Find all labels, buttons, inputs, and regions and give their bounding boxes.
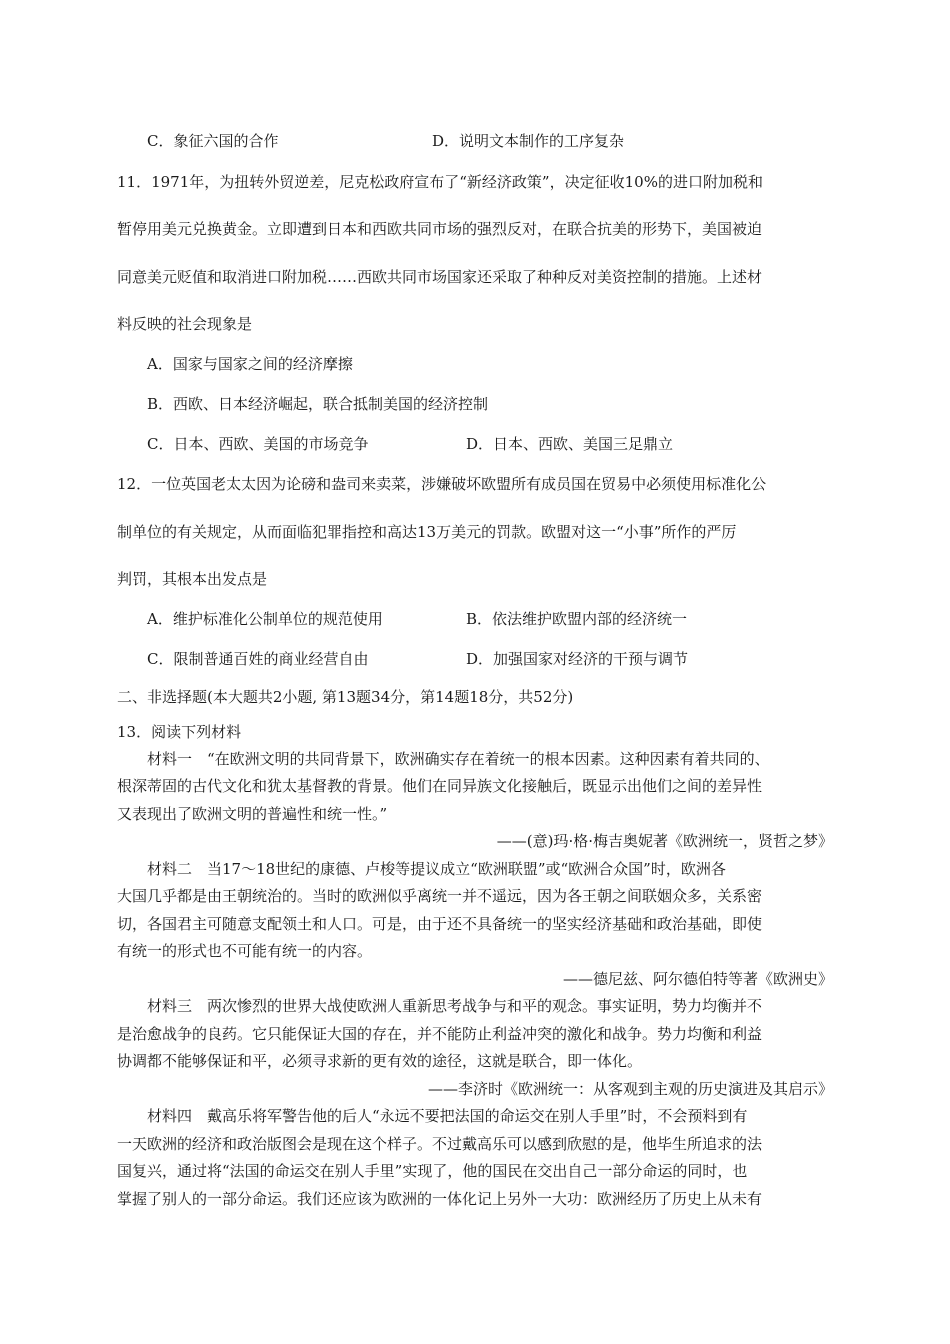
q13-material-3-line-3: 协调都不能够保证和平，必须寻求新的更有效的途径，这就是联合，即一体化。 bbox=[117, 1052, 643, 1070]
q13-material-2-line-4: 有统一的形式也不可能有统一的内容。 bbox=[117, 942, 373, 960]
q12-option-c: C．限制普通百姓的商业经营自由 bbox=[147, 650, 369, 668]
q13-material-3-source: ——李济时《欧洲统一：从客观到主观的历史演进及其启示》 bbox=[427, 1080, 833, 1098]
q13-material-3-line-1: 材料三 两次惨烈的世界大战使欧洲人重新思考战争与和平的观念。事实证明，势力均衡并不 bbox=[147, 997, 763, 1015]
q13-material-1-line-2: 根深蒂固的古代文化和犹太基督教的背景。他们在同异族文化接触后，既显示出他们之间的差异性 bbox=[117, 777, 763, 795]
q11-stem-line-4: 料反映的社会现象是 bbox=[117, 315, 253, 333]
q13-material-2-source: ——德尼兹、阿尔德伯特等著《欧洲史》 bbox=[562, 970, 833, 988]
q13-material-2-line-1: 材料二 当17～18世纪的康德、卢梭等提议成立“欧洲联盟”或“欧洲合众国”时，欧洲各 bbox=[147, 860, 726, 878]
q13-material-1-line-1: 材料一 “在欧洲文明的共同背景下，欧洲确实存在着统一的根本因素。这种因素有着共同的、 bbox=[147, 750, 770, 768]
q13-material-4-line-2: 一天欧洲的经济和政治版图会是现在这个样子。不过戴高乐可以感到欣慰的是，他毕生所追求的法 bbox=[117, 1135, 763, 1153]
q11-option-c: C．日本、西欧、美国的市场竞争 bbox=[147, 435, 369, 453]
q10-option-d: D．说明文本制作的工序复杂 bbox=[432, 132, 625, 150]
q13-material-4-line-1: 材料四 戴高乐将军警告他的后人“永远不要把法国的命运交在别人手里”时，不会预料到有 bbox=[147, 1107, 748, 1125]
q12-stem-line-3: 判罚，其根本出发点是 bbox=[117, 570, 268, 588]
q10-option-c: C．象征六国的合作 bbox=[147, 132, 279, 150]
q13-material-4-line-3: 国复兴，通过将“法国的命运交在别人手里”实现了，他的国民在交出自己一部分命运的同时，也 bbox=[117, 1162, 748, 1180]
q12-option-b: B．依法维护欧盟内部的经济统一 bbox=[466, 610, 688, 628]
q11-stem-line-1: 11．1971年，为扭转外贸逆差，尼克松政府宣布了“新经济政策”，决定征收10%的进口附加税和 bbox=[117, 173, 763, 191]
q12-stem-line-2: 制单位的有关规定，从而面临犯罪指控和高达13万美元的罚款。欧盟对这一“小事”所作的严厉 bbox=[117, 523, 737, 541]
q13-material-2-line-3: 切，各国君主可随意支配领土和人口。可是，由于还不具备统一的坚实经济基础和政治基础，即使 bbox=[117, 915, 763, 933]
q11-option-a: A．国家与国家之间的经济摩擦 bbox=[147, 355, 353, 373]
q13-material-3-line-2: 是治愈战争的良药。它只能保证大国的存在，并不能防止利益冲突的激化和战争。势力均衡和利益 bbox=[117, 1025, 763, 1043]
q13-material-2-line-2: 大国几乎都是由王朝统治的。当时的欧洲似乎离统一并不遥远，因为各王朝之间联姻众多，关系密 bbox=[117, 887, 763, 905]
q12-option-d: D．加强国家对经济的干预与调节 bbox=[466, 650, 689, 668]
q11-option-b: B．西欧、日本经济崛起，联合抵制美国的经济控制 bbox=[147, 395, 489, 413]
q13-material-4-line-4: 掌握了别人的一部分命运。我们还应该为欧洲的一体化记上另外一大功：欧洲经历了历史上从未有 bbox=[117, 1190, 763, 1208]
q11-option-d: D．日本、西欧、美国三足鼎立 bbox=[466, 435, 674, 453]
q11-stem-line-2: 暂停用美元兑换黄金。立即遭到日本和西欧共同市场的强烈反对，在联合抗美的形势下，美国被迫 bbox=[117, 220, 763, 238]
section-2-heading: 二、非选择题(本大题共2小题, 第13题34分，第14题18分，共52分) bbox=[117, 688, 574, 706]
q12-option-a: A．维护标准化公制单位的规范使用 bbox=[147, 610, 383, 628]
q12-stem-line-1: 12．一位英国老太太因为论磅和盎司来卖菜，涉嫌破坏欧盟所有成员国在贸易中必须使用标准化公 bbox=[117, 475, 767, 493]
q11-stem-line-3: 同意美元贬值和取消进口附加税……西欧共同市场国家还采取了种种反对美资控制的措施。上述材 bbox=[117, 268, 763, 286]
q13-material-1-source: ——(意)玛·格·梅吉奥妮著《欧洲统一，贤哲之梦》 bbox=[496, 832, 833, 850]
q13-intro: 13．阅读下列材料 bbox=[117, 723, 242, 741]
q13-material-1-line-3: 又表现出了欧洲文明的普遍性和统一性。” bbox=[117, 805, 388, 823]
